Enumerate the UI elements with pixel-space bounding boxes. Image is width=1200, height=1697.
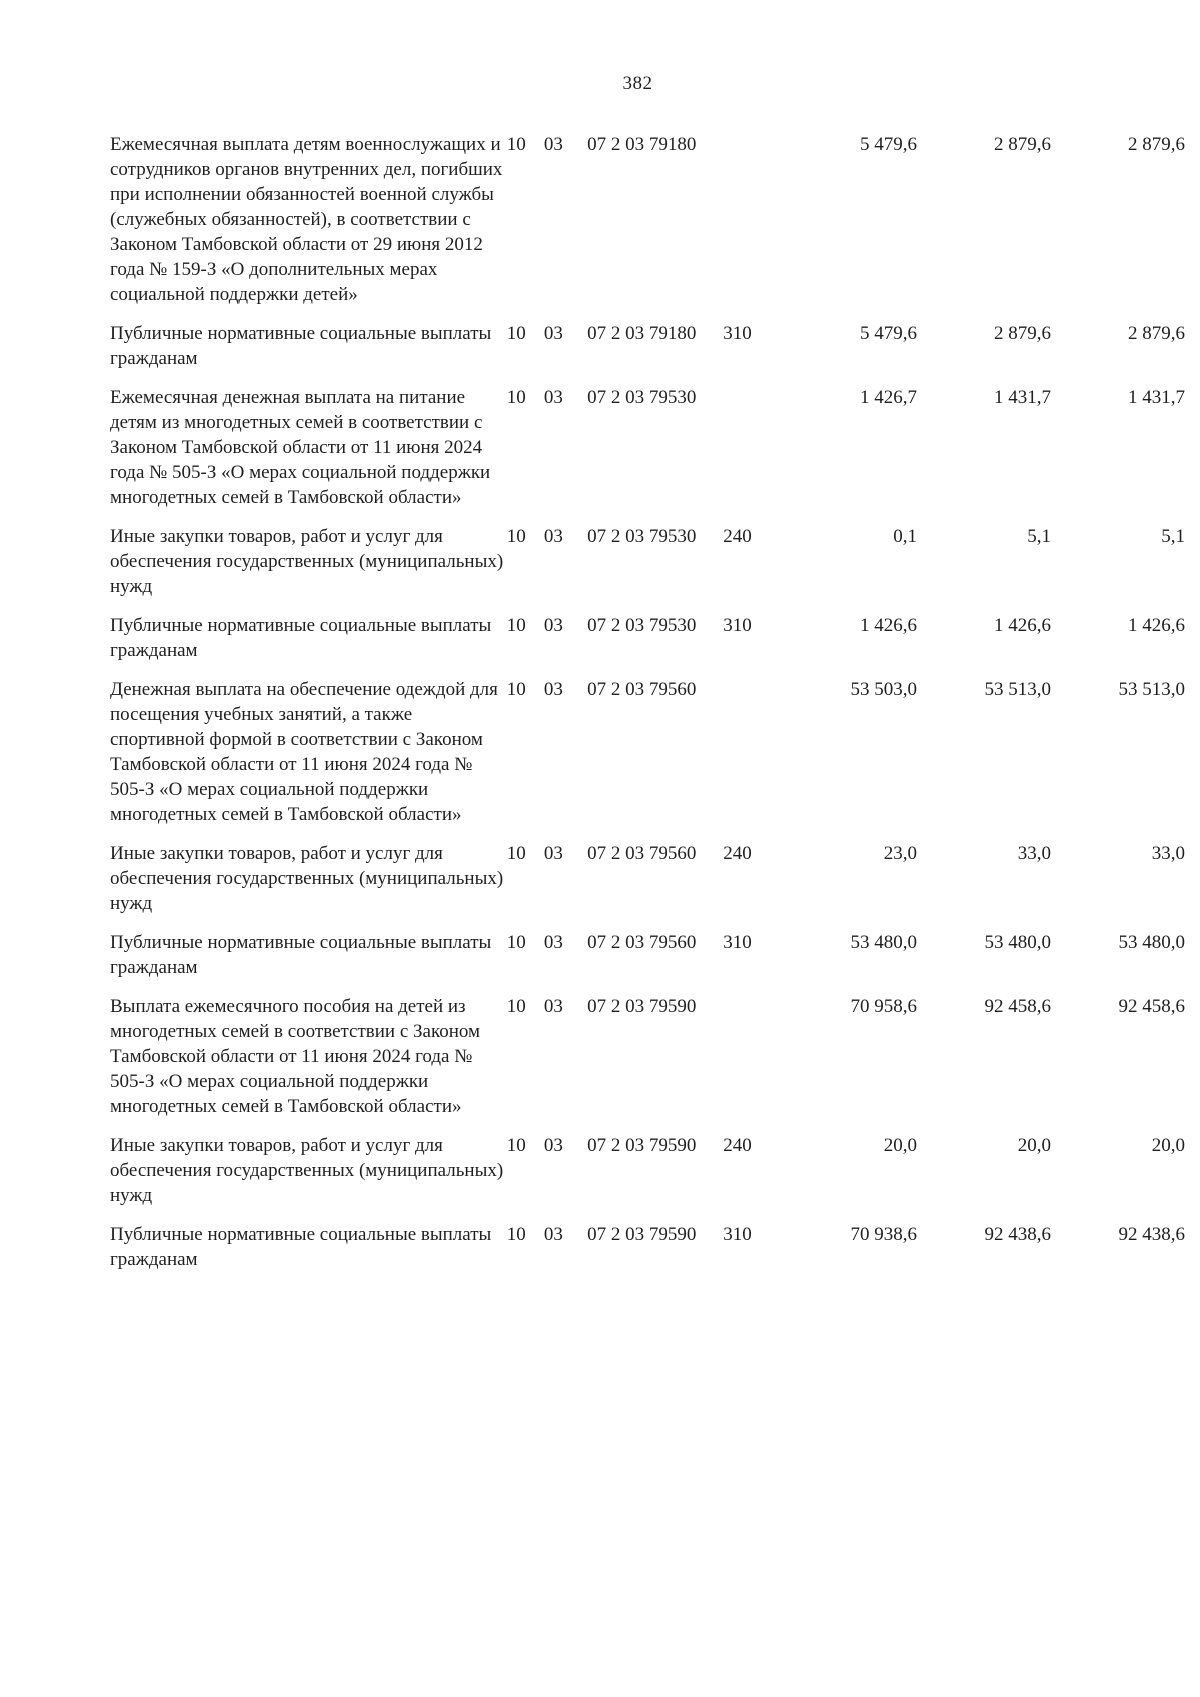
expense-name: Публичные нормативные социальные выплаты гражданам (110, 1224, 492, 1270)
section-code: 10 (506, 1135, 526, 1156)
amount-year-1: 20,0 (883, 1135, 917, 1156)
table-row (110, 930, 1185, 994)
amount-year-3: 5,1 (1161, 526, 1185, 547)
subsection-code: 03 (543, 843, 563, 864)
subsection-code: 03 (543, 323, 563, 344)
expense-name: Публичные нормативные социальные выплаты гражданам (110, 932, 492, 978)
expense-type-code: 310 (723, 615, 752, 636)
table-row (110, 994, 1185, 1133)
expense-type-code: 240 (723, 843, 752, 864)
expense-type-code: 240 (723, 526, 752, 547)
expense-name: Иные закупки товаров, работ и услуг для обеспечения государственных (муниципальных) нужд (110, 843, 504, 914)
table-row (110, 524, 1185, 613)
expense-name: Публичные нормативные социальные выплаты гражданам (110, 615, 492, 661)
expense-type-code: 310 (723, 323, 752, 344)
table-row (110, 613, 1185, 677)
target-article-code: 07 2 03 79590 (587, 1135, 697, 1156)
section-code: 10 (506, 679, 526, 700)
amount-year-3: 92 438,6 (1118, 1224, 1185, 1245)
table-body (110, 132, 1185, 1286)
expense-type-code (723, 132, 783, 321)
amount-year-1: 1 426,7 (859, 387, 917, 408)
expense-type-code (723, 385, 783, 524)
expense-name: Иные закупки товаров, работ и услуг для обеспечения государственных (муниципальных) нужд (110, 526, 504, 597)
target-article-code: 07 2 03 79530 (587, 615, 697, 636)
section-code: 10 (506, 843, 526, 864)
amount-year-2: 20,0 (1017, 1135, 1051, 1156)
section-code: 10 (506, 526, 526, 547)
page-number: 382 (622, 73, 653, 94)
subsection-code: 03 (543, 1135, 563, 1156)
target-article-code: 07 2 03 79560 (587, 932, 697, 953)
expense-type-code (723, 994, 783, 1133)
amount-year-2: 1 426,6 (993, 615, 1051, 636)
subsection-code: 03 (543, 526, 563, 547)
budget-table (110, 132, 1185, 1286)
expense-type-code: 310 (723, 932, 752, 953)
amount-year-3: 20,0 (1151, 1135, 1185, 1156)
subsection-code: 03 (543, 134, 563, 155)
expense-name: Иные закупки товаров, работ и услуг для обеспечения государственных (муниципальных) нужд (110, 1135, 504, 1206)
target-article-code: 07 2 03 79560 (587, 843, 697, 864)
subsection-code: 03 (543, 996, 563, 1017)
amount-year-1: 0,1 (893, 526, 917, 547)
amount-year-3: 2 879,6 (1128, 323, 1185, 344)
amount-year-3: 33,0 (1151, 843, 1185, 864)
amount-year-1: 5 479,6 (859, 323, 917, 344)
target-article-code: 07 2 03 79180 (587, 323, 697, 344)
amount-year-3: 53 480,0 (1118, 932, 1185, 953)
amount-year-3: 1 426,6 (1128, 615, 1185, 636)
amount-year-1: 53 503,0 (850, 679, 917, 700)
amount-year-2: 92 458,6 (984, 996, 1051, 1017)
table-row (110, 841, 1185, 930)
target-article-code: 07 2 03 79530 (587, 387, 697, 408)
expense-type-code: 310 (723, 1224, 752, 1245)
amount-year-2: 33,0 (1017, 843, 1051, 864)
table-row (110, 385, 1185, 524)
target-article-code: 07 2 03 79530 (587, 526, 697, 547)
target-article-code: 07 2 03 79560 (587, 679, 697, 700)
target-article-code: 07 2 03 79590 (587, 1224, 697, 1245)
section-code: 10 (506, 134, 526, 155)
table-row (110, 677, 1185, 841)
amount-year-2: 53 513,0 (984, 679, 1051, 700)
expense-name: Выплата ежемесячного пособия на детей из многодетных семей в соответствии с Законом Тамбовской области от 11 июня 2024 года № 505-З «О мерах социальной поддержки многодетных семей в Тамбовской области» (110, 996, 481, 1117)
amount-year-1: 70 938,6 (850, 1224, 917, 1245)
amount-year-3: 2 879,6 (1128, 134, 1185, 155)
table-row (110, 321, 1185, 385)
amount-year-2: 5,1 (1027, 526, 1051, 547)
subsection-code: 03 (543, 1224, 563, 1245)
amount-year-1: 5 479,6 (859, 134, 917, 155)
section-code: 10 (506, 932, 526, 953)
section-code: 10 (506, 1224, 526, 1245)
section-code: 10 (506, 615, 526, 636)
amount-year-2: 53 480,0 (984, 932, 1051, 953)
subsection-code: 03 (543, 615, 563, 636)
amount-year-2: 2 879,6 (993, 323, 1051, 344)
amount-year-2: 2 879,6 (993, 134, 1051, 155)
amount-year-3: 92 458,6 (1118, 996, 1185, 1017)
expense-name: Денежная выплата на обеспечение одеждой для посещения учебных занятий, а также спортивной формой в соответствии с Законом Тамбовской области от 11 июня 2024 года № 505-З «О мерах социальной поддержки многодетных семей в Тамбовской области» (110, 679, 498, 825)
table-row (110, 132, 1185, 321)
target-article-code: 07 2 03 79180 (587, 134, 697, 155)
section-code: 10 (506, 323, 526, 344)
table-row (110, 1222, 1185, 1286)
amount-year-2: 92 438,6 (984, 1224, 1051, 1245)
subsection-code: 03 (543, 387, 563, 408)
expense-name: Публичные нормативные социальные выплаты гражданам (110, 323, 492, 369)
subsection-code: 03 (543, 932, 563, 953)
expense-name: Ежемесячная денежная выплата на питание детям из многодетных семей в соответствии с Законом Тамбовской области от 11 июня 2024 года № 505-З «О мерах социальной поддержки многодетных семей в Тамбовской области» (110, 387, 491, 508)
target-article-code: 07 2 03 79590 (587, 996, 697, 1017)
amount-year-3: 1 431,7 (1128, 387, 1185, 408)
section-code: 10 (506, 387, 526, 408)
amount-year-2: 1 431,7 (993, 387, 1051, 408)
expense-name: Ежемесячная выплата детям военнослужащих и сотрудников органов внутренних дел, погибших при исполнении обязанностей военной службы (служебных обязанностей), в соответствии с Законом Тамбовской области от 29 июня 2012 года № 159-З «О дополнительных мерах социальной поддержки детей» (110, 134, 503, 305)
section-code: 10 (506, 996, 526, 1017)
amount-year-1: 1 426,6 (859, 615, 917, 636)
expense-type-code: 240 (723, 1135, 752, 1156)
amount-year-1: 23,0 (883, 843, 917, 864)
amount-year-1: 70 958,6 (850, 996, 917, 1017)
subsection-code: 03 (543, 679, 563, 700)
amount-year-3: 53 513,0 (1118, 679, 1185, 700)
amount-year-1: 53 480,0 (850, 932, 917, 953)
expense-type-code (723, 677, 783, 841)
table-row (110, 1133, 1185, 1222)
